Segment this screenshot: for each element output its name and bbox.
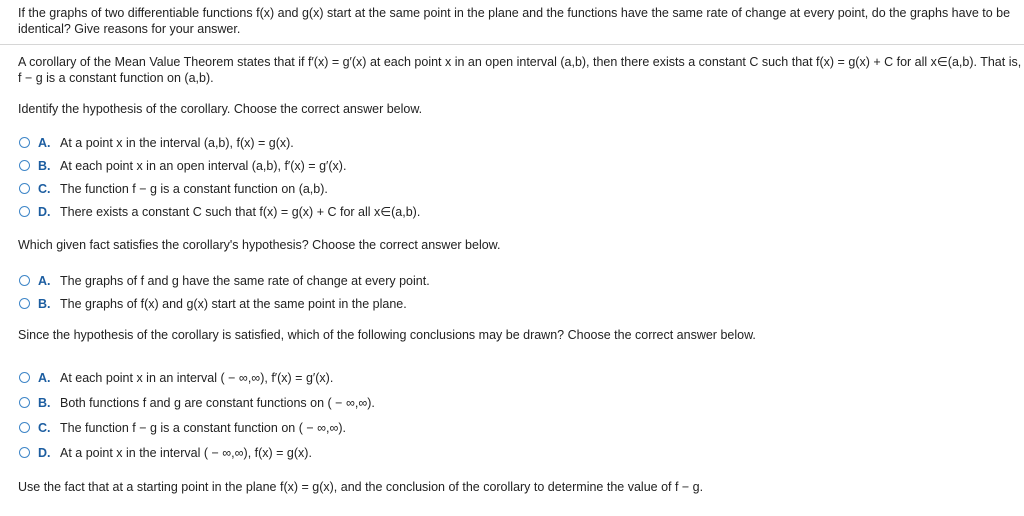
answer-area — [18, 54, 1022, 495]
radio-button[interactable] — [19, 206, 30, 217]
final-instruction: Use the fact that at a starting point in the plane f(x) = g(x), and the conclusion of the corollary to determine the value of f − g. — [18, 480, 704, 494]
choice-letter: B. — [38, 158, 51, 173]
part3-prompt: Since the hypothesis of the corollary is satisfied, which of the following conclusions may be drawn? Choose the correct answer below. — [18, 328, 756, 342]
part3-choice-d[interactable] — [18, 440, 1022, 465]
part2-choice-b[interactable] — [18, 292, 1022, 315]
part1-choice-a[interactable] — [18, 131, 1022, 154]
choice-text: At each point x in an open interval (a,b), f′(x) = g′(x). — [60, 158, 347, 173]
choice-text: The graphs of f(x) and g(x) start at the same point in the plane. — [60, 296, 407, 311]
part3-choice-c[interactable] — [18, 415, 1022, 440]
choice-letter: C. — [38, 420, 51, 435]
radio-button[interactable] — [19, 275, 30, 286]
part3-choices — [18, 365, 1022, 465]
part3-choice-b[interactable] — [18, 390, 1022, 415]
choice-letter: C. — [38, 181, 51, 196]
radio-button[interactable] — [19, 447, 30, 458]
corollary-text: A corollary of the Mean Value Theorem states that if f′(x) = g′(x) at each point x in an open interval (a,b), then there exists a constant C such that f(x) = g(x) + C for all x∈(a,b). That is, f − g is a constant function on (a,b). — [18, 55, 1022, 85]
radio-button[interactable] — [19, 183, 30, 194]
radio-button[interactable] — [19, 372, 30, 383]
choice-text: The function f − g is a constant function on (a,b). — [60, 181, 328, 196]
choice-letter: A. — [38, 370, 51, 385]
part2-choices — [18, 269, 1022, 315]
choice-text: Both functions f and g are constant functions on ( − ∞,∞). — [60, 395, 375, 410]
part1-choice-c[interactable] — [18, 177, 1022, 200]
choice-text: At each point x in an interval ( − ∞,∞), f′(x) = g′(x). — [60, 370, 334, 385]
part1-choices — [18, 131, 1022, 223]
part1-choice-d[interactable] — [18, 200, 1022, 223]
choice-text: The graphs of f and g have the same rate of change at every point. — [60, 273, 430, 288]
choice-text: At a point x in the interval ( − ∞,∞), f(x) = g(x). — [60, 445, 312, 460]
part1-choice-b[interactable] — [18, 154, 1022, 177]
radio-button[interactable] — [19, 160, 30, 171]
choice-letter: A. — [38, 135, 51, 150]
question-text: If the graphs of two differentiable functions f(x) and g(x) start at the same point in the plane and the functions have the same rate of change at every point, do the graphs have to be identical? Give reasons for your answer. — [18, 6, 1011, 36]
choice-letter: B. — [38, 296, 51, 311]
radio-button[interactable] — [19, 397, 30, 408]
part2-prompt: Which given fact satisfies the corollary's hypothesis? Choose the correct answer below. — [18, 238, 501, 252]
radio-button[interactable] — [19, 422, 30, 433]
choice-text: The function f − g is a constant function on ( − ∞,∞). — [60, 420, 347, 435]
choice-letter: A. — [38, 273, 51, 288]
divider — [0, 44, 1024, 45]
radio-button[interactable] — [19, 137, 30, 148]
part1-prompt: Identify the hypothesis of the corollary. Choose the correct answer below. — [18, 102, 423, 116]
choice-letter: D. — [38, 445, 51, 460]
choice-text: At a point x in the interval (a,b), f(x) = g(x). — [60, 135, 294, 150]
choice-text: There exists a constant C such that f(x) = g(x) + C for all x∈(a,b). — [60, 205, 421, 219]
choice-letter: D. — [38, 204, 51, 219]
part2-choice-a[interactable] — [18, 269, 1022, 292]
part3-choice-a[interactable] — [18, 365, 1022, 390]
radio-button[interactable] — [19, 298, 30, 309]
choice-letter: B. — [38, 395, 51, 410]
